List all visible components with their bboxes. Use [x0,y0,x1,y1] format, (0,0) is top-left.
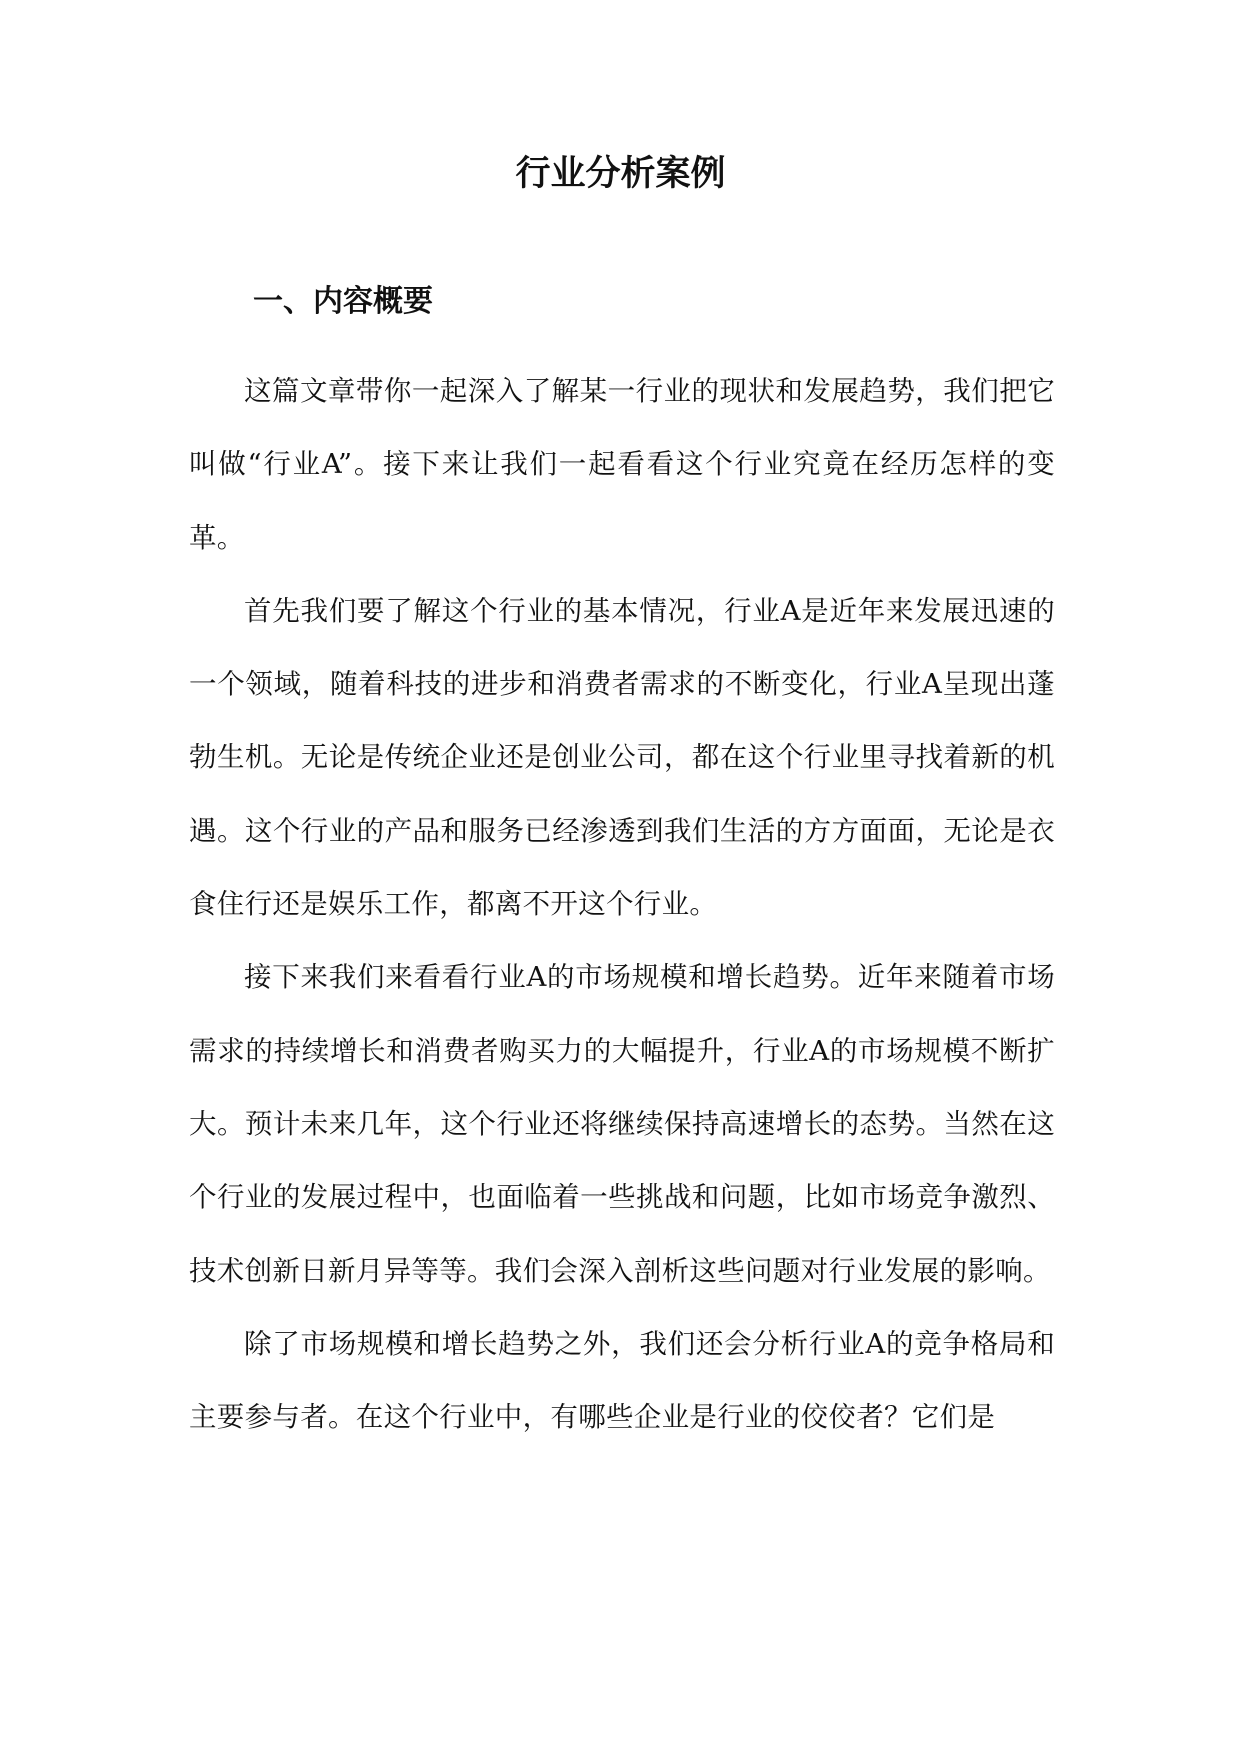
body-paragraph: 除了市场规模和增长趋势之外，我们还会分析行业A的竞争格局和主要参与者。在这个行业中，有哪些企业是行业的佼佼者？它们是 [189,1327,1055,1434]
body-paragraph: 接下来我们来看看行业A的市场规模和增长趋势。近年来随着市场需求的持续增长和消费者购买力的大幅提升，行业A的市场规模不断扩大。预计未来几年，这个行业还将继续保持高速增长的态势。当然在这个行业的发展过程中，也面临着一些挑战和问题，比如市场竞争激烈、技术创新日新月异等等。我们会深入剖析这些问题对行业发展的影响。 [189,961,1055,1287]
body-paragraph: 这篇文章带你一起深入了解某一行业的现状和发展趋势，我们把它叫做“行业A”。接下来让我们一起看看这个行业究竟在经历怎样的变革。 [189,375,1055,554]
document-title: 行业分析案例 [515,154,726,194]
body-paragraph: 首先我们要了解这个行业的基本情况，行业A是近年来发展迅速的一个领域，随着科技的进步和消费者需求的不断变化，行业A呈现出蓬勃生机。无论是传统企业还是创业公司，都在这个行业里寻找着新的机遇。这个行业的产品和服务已经渗透到我们生活的方方面面，无论是衣食住行还是娱乐工作，都离不开这个行业。 [189,594,1055,921]
document-body [189,355,1055,1454]
section-heading: 一、内容概要 [253,284,433,319]
